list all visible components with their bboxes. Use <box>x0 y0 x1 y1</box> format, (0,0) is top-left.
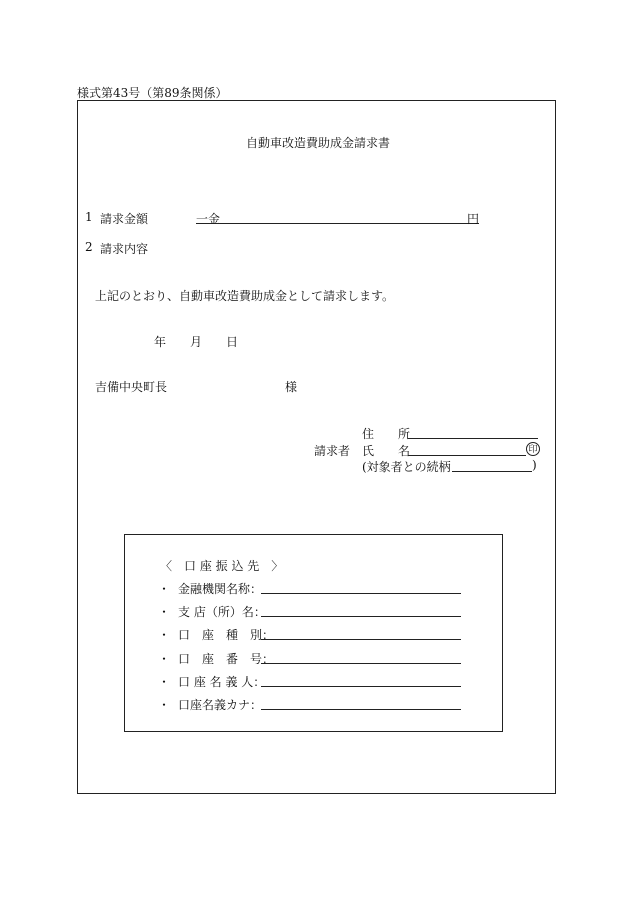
account-type-field[interactable] <box>261 639 461 640</box>
bank-name-label: 金融機関名称： <box>178 582 263 596</box>
bullet: ・ <box>158 675 171 689</box>
bullet: ・ <box>158 652 171 666</box>
date-year: 年 <box>154 335 167 349</box>
amount-field[interactable] <box>196 223 479 224</box>
bullet: ・ <box>158 582 171 596</box>
amount-suffix: 円 <box>467 212 480 226</box>
name-label: 氏 名 <box>362 444 411 458</box>
relation-close: ) <box>532 458 537 472</box>
statement: 上記のとおり、自動車改造費助成金として請求します。 <box>95 289 395 303</box>
account-holder-label: 口 座 名 義 人： <box>178 675 266 689</box>
item2-label: 請求内容 <box>100 242 149 256</box>
bullet: ・ <box>158 628 171 642</box>
account-type-label: 口 座 種 別： <box>178 628 275 642</box>
amount-prefix: 一金 <box>196 212 221 226</box>
bullet: ・ <box>158 605 171 619</box>
item1-number: 1 <box>85 210 93 224</box>
relation-label: (対象者との続柄 <box>362 460 451 474</box>
relation-field[interactable] <box>452 471 532 472</box>
address-label: 住 所 <box>362 427 411 441</box>
bullet: ・ <box>158 698 171 712</box>
account-holder-kana-field[interactable] <box>261 709 461 710</box>
item1-label: 請求金額 <box>100 212 149 226</box>
address-field[interactable] <box>408 438 538 439</box>
account-number-field[interactable] <box>261 663 461 664</box>
item2-number: 2 <box>85 240 93 254</box>
bank-heading: 〈 口 座 振 込 先 〉 <box>160 559 284 573</box>
date-day: 日 <box>226 335 239 349</box>
account-number-label: 口 座 番 号： <box>178 652 275 666</box>
bank-name-field[interactable] <box>261 593 461 594</box>
claimant-role: 請求者 <box>314 444 351 458</box>
account-holder-kana-label: 口座名義カナ： <box>178 698 263 712</box>
date-month: 月 <box>190 335 203 349</box>
name-field[interactable] <box>408 455 526 456</box>
seal-mark: 印 <box>526 442 540 456</box>
addressee-honorific: 様 <box>285 380 298 394</box>
form-title: 自動車改造費助成金請求書 <box>246 136 391 150</box>
branch-name-label: 支 店（所）名： <box>178 605 266 619</box>
addressee-name: 吉備中央町長 <box>95 380 168 394</box>
account-holder-field[interactable] <box>261 686 461 687</box>
form-number: 様式第43号（第89条関係） <box>77 86 228 100</box>
branch-name-field[interactable] <box>261 616 461 617</box>
